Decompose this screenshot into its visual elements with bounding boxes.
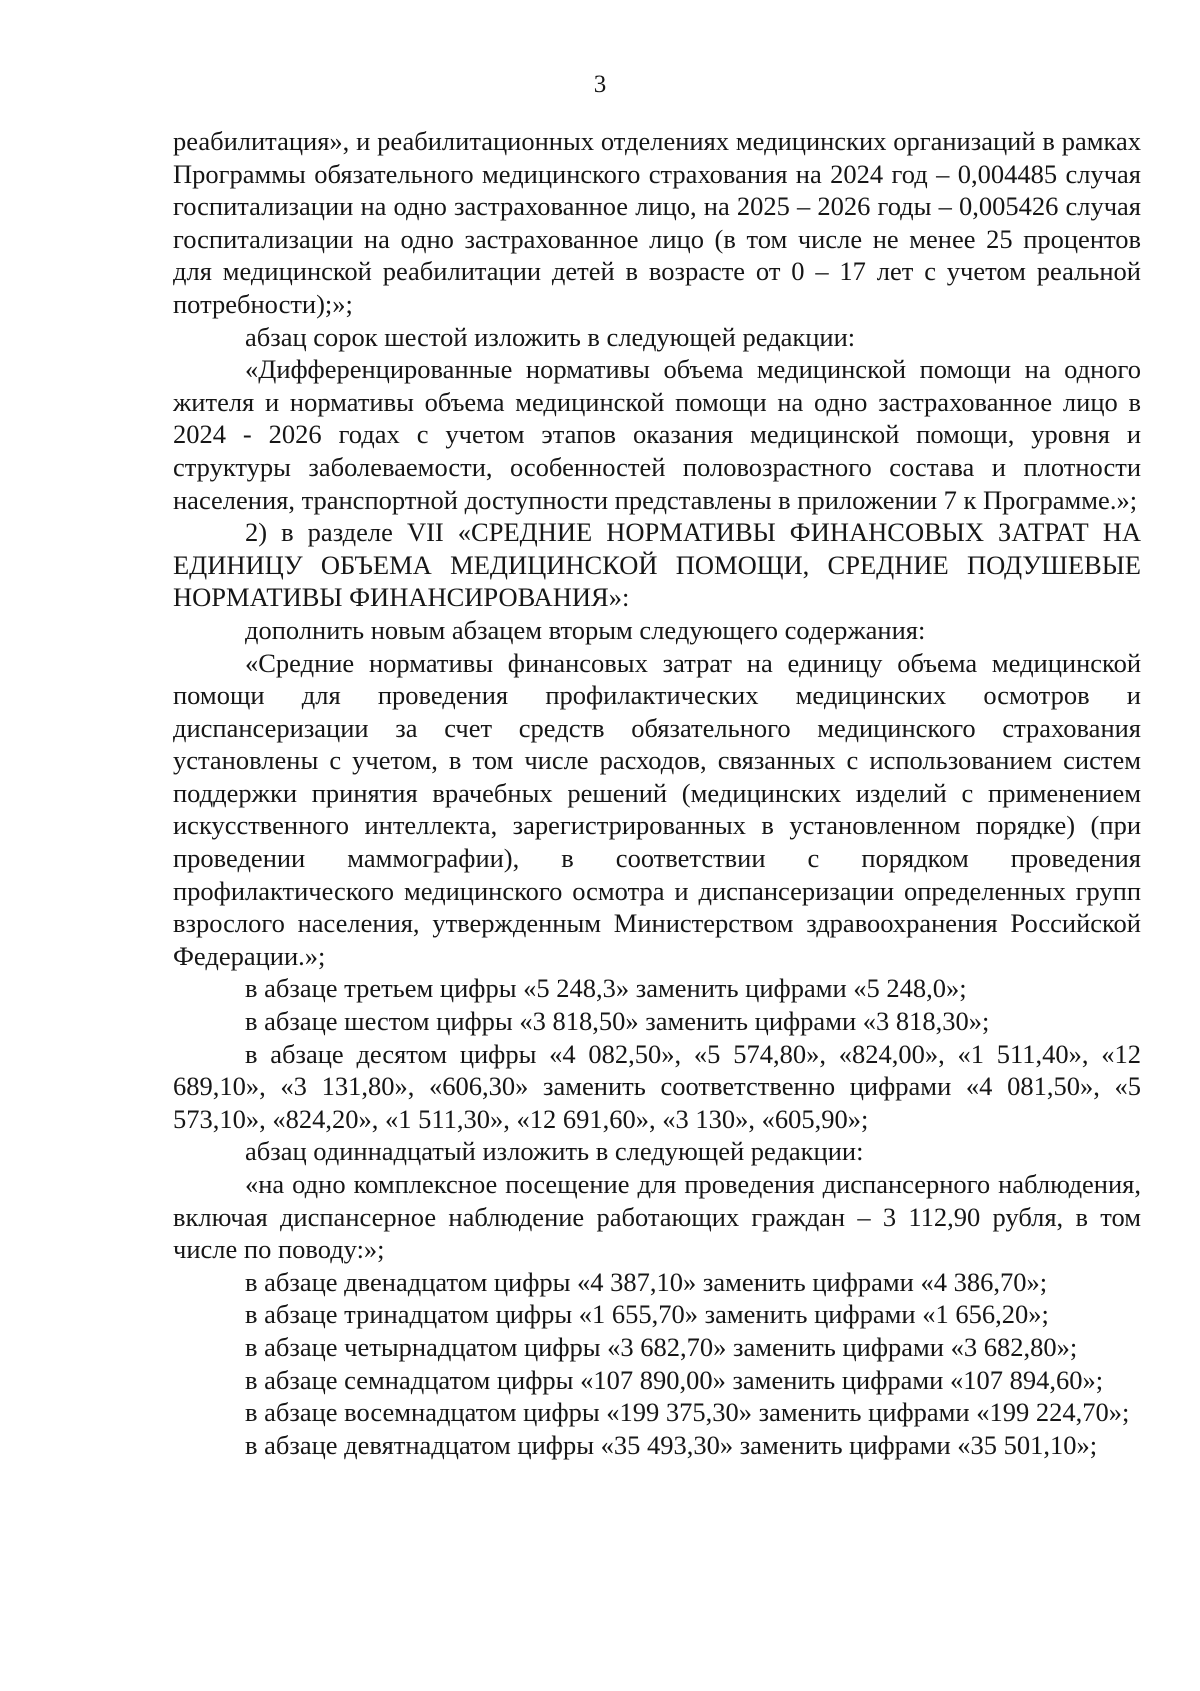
paragraph: в абзаце восемнадцатом цифры «199 375,30» заменить цифрами «199 224,70»; [245,1397,1130,1428]
paragraph: «Средние нормативы финансовых затрат на единицу объема медицинской помощи для проведения профилактических медицинских осмотров и диспансеризации за счет средств обязательного медицинского страхования установлены с учетом, в том числе расходов, связанных с использованием систем поддержки принятия врачебных решений (медицинских изделий с применением искусственного интеллекта, зарегистрированных в установленном порядке) (при проведении маммографии), в соответствии с порядком проведения профилактического медицинского осмотра и диспансеризации определенных групп взрослого населения, утвержденным Министерством здравоохранения Российской Федерации.»; [173,647,1141,971]
paragraph: «Дифференцированные нормативы объема медицинской помощи на одного жителя и нормативы объема медицинской помощи на одно застрахованное лицо в 2024 - 2026 годах с учетом этапов оказания медицинской помощи, уровня и структуры заболеваемости, особенностей половозрастного состава и плотности населения, транспортной доступности представлены в приложении 7 к Программе.»; [173,354,1141,515]
paragraph: в абзаце тринадцатом цифры «1 655,70» заменить цифрами «1 656,20»; [245,1299,1049,1330]
paragraph: в абзаце семнадцатом цифры «107 890,00» заменить цифрами «107 894,60»; [245,1364,1104,1395]
paragraph: «на одно комплексное посещение для проведения диспансерного наблюдения, включая диспансерное наблюдение работающих граждан – 3 112,90 рубля, в том числе по поводу:»; [173,1169,1141,1265]
page-number: 3 [593,71,607,98]
document-body [173,125,1141,1461]
paragraph: абзац одиннадцатый изложить в следующей редакции: [245,1136,864,1167]
paragraph-section-heading: 2) в разделе VII «СРЕДНИЕ НОРМАТИВЫ ФИНАНСОВЫХ ЗАТРАТ НА ЕДИНИЦУ ОБЪЕМА МЕДИЦИНСКОЙ ПОМОЩИ, СРЕДНИЕ ПОДУШЕВЫЕ НОРМАТИВЫ ФИНАНСИРОВАНИЯ»: [173,517,1141,613]
paragraph: в абзаце четырнадцатом цифры «3 682,70» заменить цифрами «3 682,80»; [245,1331,1078,1362]
paragraph: в абзаце двенадцатом цифры «4 387,10» заменить цифрами «4 386,70»; [245,1266,1048,1297]
paragraph-continuation: реабилитация», и реабилитационных отделениях медицинских организаций в рамках Программы обязательного медицинского страхования на 2024 год – 0,004485 случая госпитализации на одно застрахованное лицо, на 2025 – 2026 годы – 0,005426 случая госпитализации на одно застрахованное лицо (в том числе не менее 25 процентов для медицинской реабилитации детей в возрасте от 0 – 17 лет с учетом реальной потребности);»; [173,126,1141,319]
paragraph: в абзаце третьем цифры «5 248,3» заменить цифрами «5 248,0»; [245,973,967,1004]
paragraph: в абзаце десятом цифры «4 082,50», «5 574,80», «824,00», «1 511,40», «12 689,10», «3 131,80», «606,30» заменить соответственно цифрами «4 081,50», «5 573,10», «824,20», «1 511,30», «12 691,60», «3 130», «605,90»; [173,1038,1141,1134]
paragraph: в абзаце шестом цифры «3 818,50» заменить цифрами «3 818,30»; [245,1006,990,1037]
paragraph: дополнить новым абзацем вторым следующего содержания: [245,614,926,645]
paragraph: в абзаце девятнадцатом цифры «35 493,30» заменить цифрами «35 501,10»; [245,1429,1098,1460]
paragraph: абзац сорок шестой изложить в следующей редакции: [245,321,856,352]
